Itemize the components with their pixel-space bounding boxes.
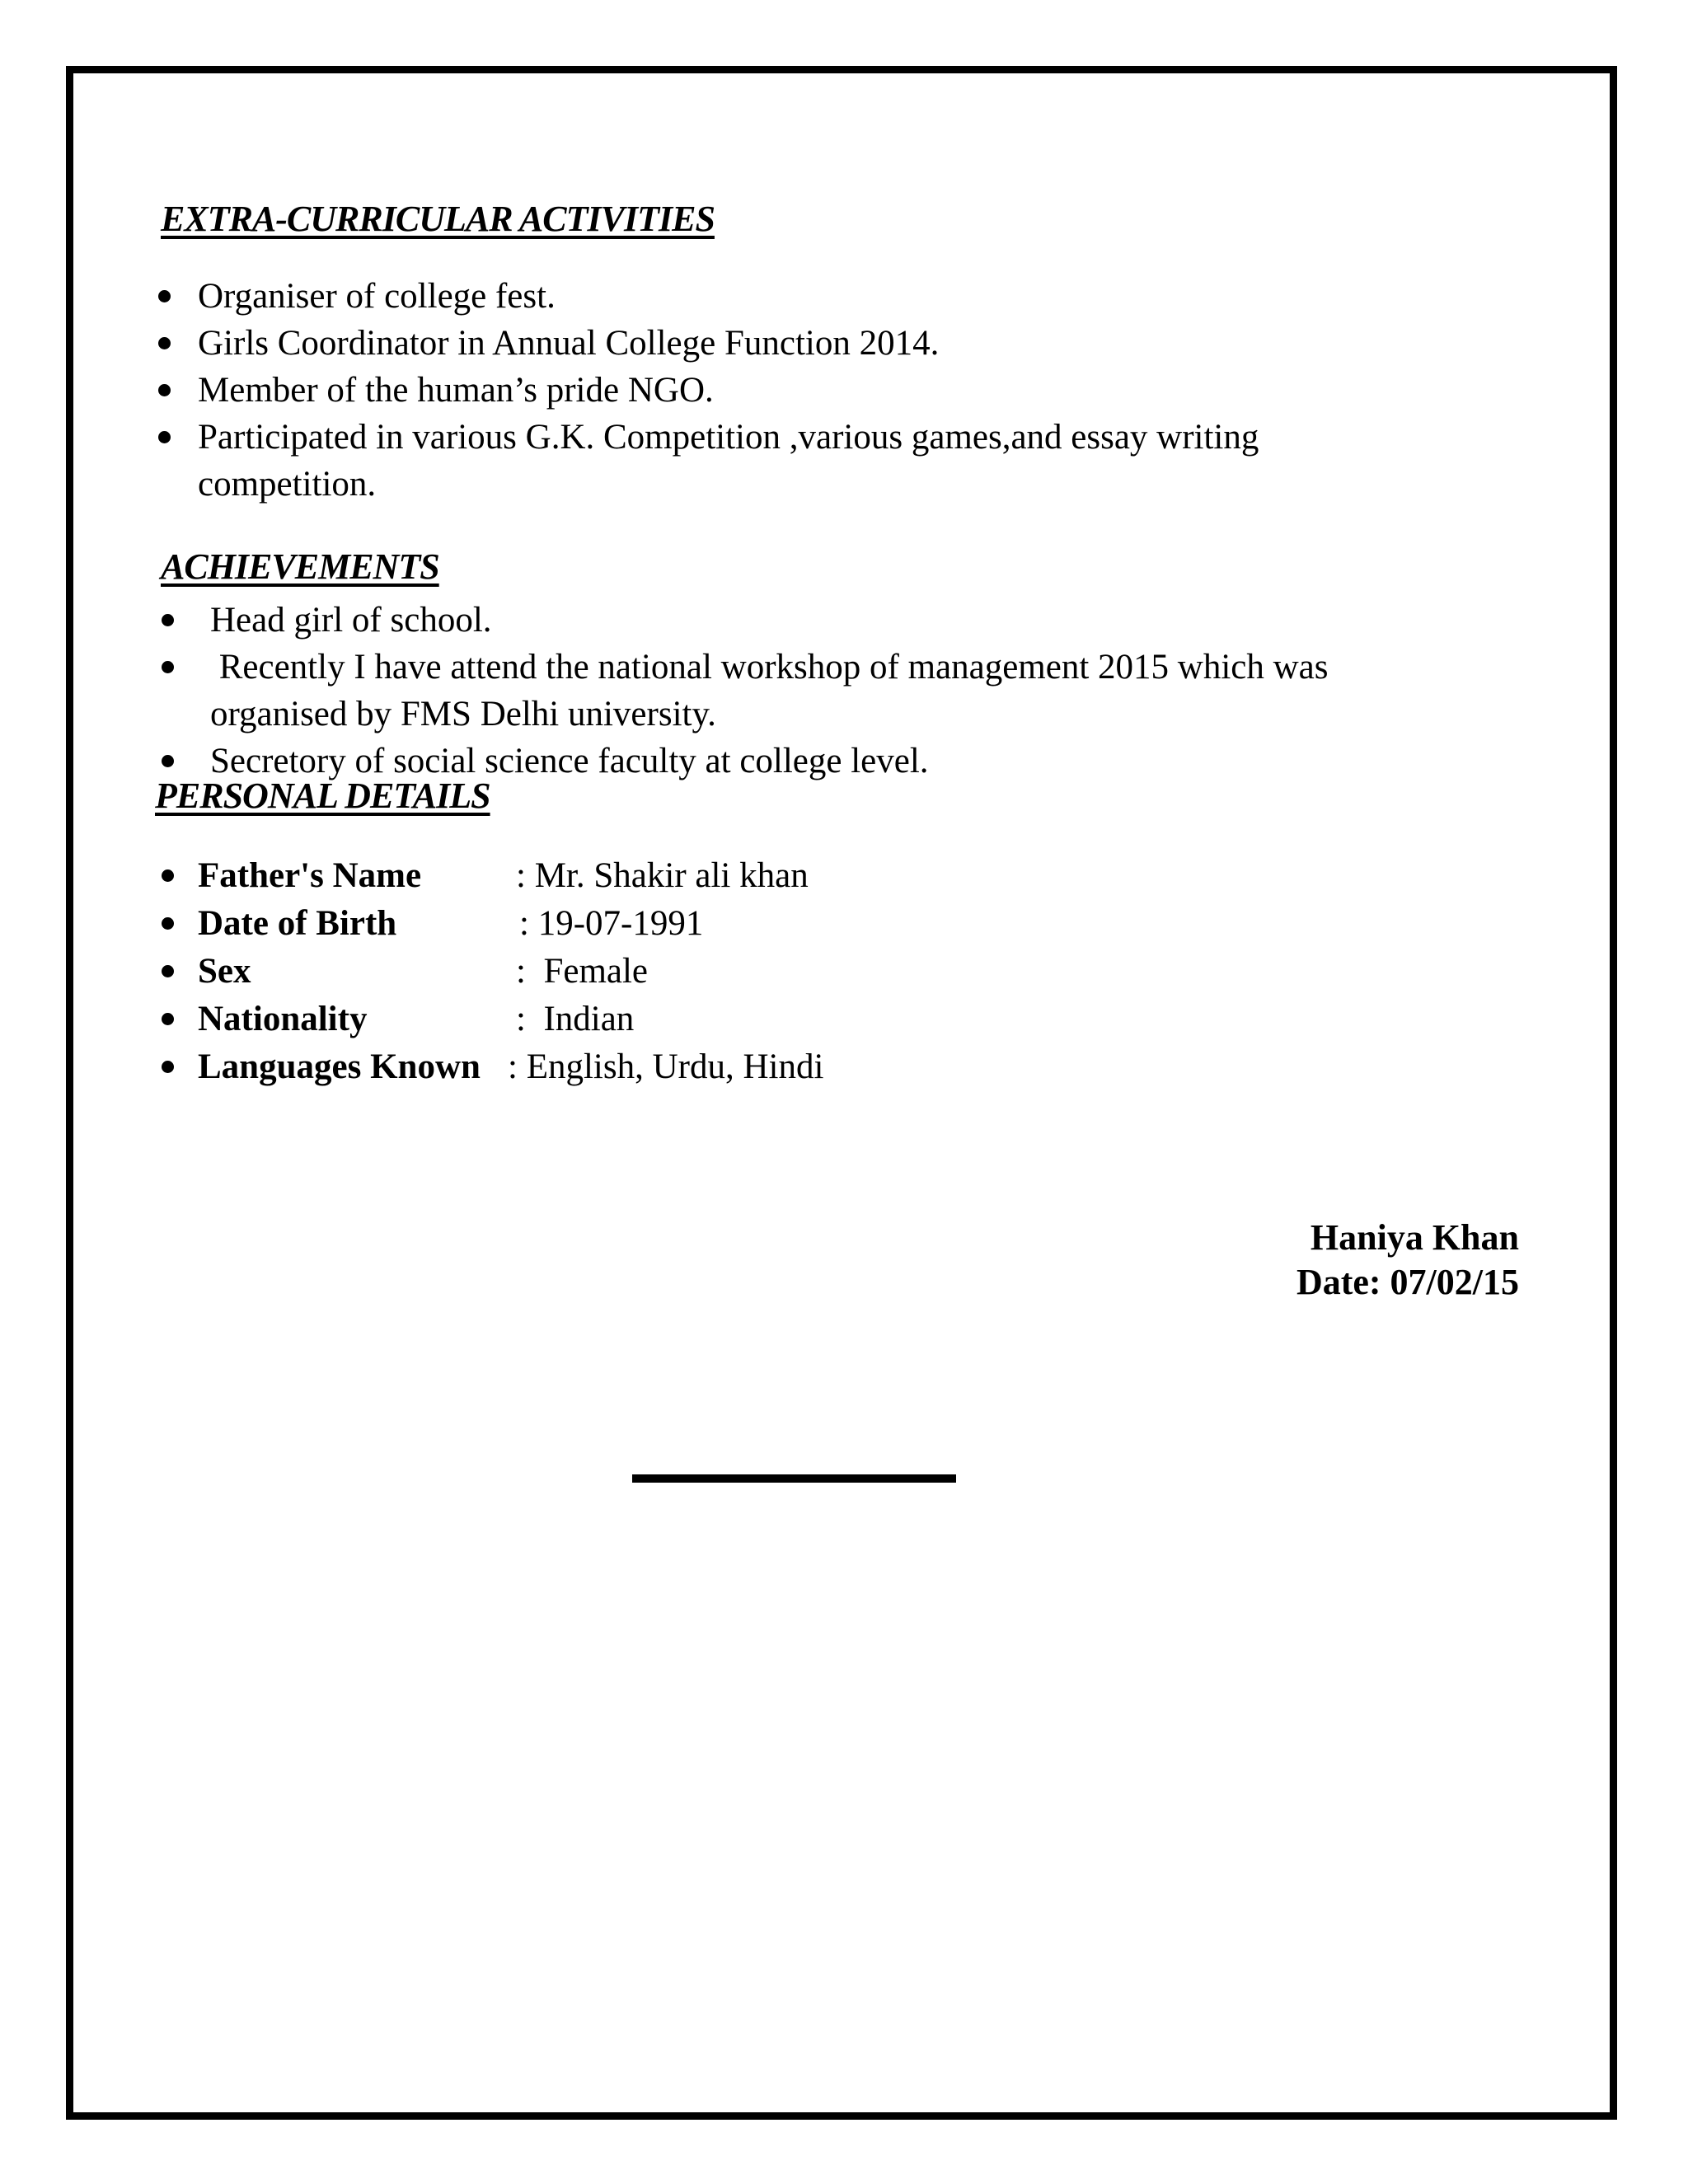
detail-value: : Mr. Shakir ali khan	[516, 856, 809, 895]
bullet-icon	[162, 917, 174, 930]
list-item	[157, 320, 1409, 367]
bullet-icon	[162, 869, 174, 882]
bullet-icon	[162, 614, 174, 626]
achievements-heading: ACHIEVEMENTS	[161, 546, 439, 587]
list-item-text: Participated in various G.K. Competition ,various games,and essay writing competition.	[198, 418, 1259, 504]
bullet-icon	[158, 290, 171, 302]
detail-value: : English, Urdu, Hindi	[508, 1047, 824, 1086]
extra-curricular-list	[157, 273, 1409, 508]
list-item-text: Organiser of college fest.	[198, 277, 556, 316]
personal-details-list	[157, 852, 981, 1091]
list-item	[157, 597, 1467, 644]
detail-label: Father's Name	[198, 856, 422, 895]
list-item-text: Girls Coordinator in Annual College Function 2014.	[198, 324, 940, 363]
detail-value: : 19-07-1991	[519, 904, 704, 943]
bullet-icon	[158, 337, 171, 349]
bullet-icon	[162, 1061, 174, 1073]
bullet-icon	[162, 755, 174, 767]
achievements-list	[157, 597, 1467, 785]
detail-row	[157, 852, 981, 900]
detail-row	[157, 900, 981, 948]
detail-label: Languages Known	[198, 1047, 481, 1086]
bullet-icon	[162, 965, 174, 977]
bullet-icon	[162, 1013, 174, 1025]
bullet-icon	[162, 661, 174, 673]
detail-value: : Indian	[516, 1000, 635, 1038]
extra-curricular-heading: EXTRA-CURRICULAR ACTIVITIES	[161, 199, 715, 239]
detail-value: : Female	[516, 952, 649, 991]
list-item	[157, 367, 1409, 414]
list-item-text: Member of the human’s pride NGO.	[198, 371, 714, 410]
list-item-text: Secretory of social science faculty at college level.	[210, 742, 929, 780]
detail-row	[157, 1043, 981, 1091]
personal-details-heading: PERSONAL DETAILS	[155, 776, 490, 816]
bullet-icon	[158, 384, 171, 396]
detail-label: Nationality	[198, 1000, 368, 1038]
list-item-text: Head girl of school.	[210, 601, 492, 640]
list-item	[157, 273, 1409, 320]
detail-label: Sex	[198, 952, 251, 991]
signature-date: Date: 07/02/15	[1296, 1262, 1519, 1302]
bullet-icon	[158, 431, 171, 443]
detail-row	[157, 948, 981, 996]
horizontal-rule	[632, 1474, 956, 1483]
list-item-text: Recently I have attend the national workshop of management 2015 which was organised by FMS Delhi university.	[210, 648, 1338, 733]
signature-name: Haniya Khan	[1310, 1217, 1519, 1258]
detail-row	[157, 996, 981, 1043]
list-item	[157, 414, 1409, 508]
list-item	[157, 644, 1467, 738]
detail-label: Date of Birth	[198, 904, 397, 943]
